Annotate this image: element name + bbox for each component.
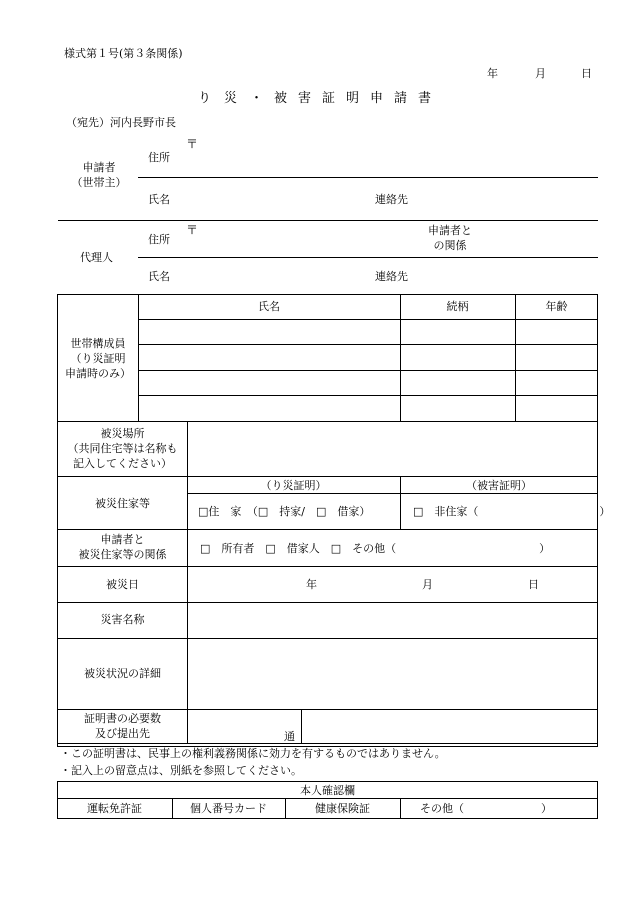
cert-count-line2: 及び提出先 bbox=[95, 726, 150, 740]
household-row-input[interactable] bbox=[140, 346, 596, 368]
divider bbox=[138, 319, 598, 320]
applicant-name-field[interactable] bbox=[180, 182, 370, 216]
divider bbox=[138, 257, 598, 258]
agent-contact-label: 連絡先 bbox=[375, 270, 408, 283]
divider bbox=[58, 220, 598, 221]
applicant-label-line2: （世帯主） bbox=[71, 176, 127, 189]
house-header-higai: （被害証明） bbox=[466, 479, 532, 492]
cert-count-line1: 証明書の必要数 bbox=[84, 712, 161, 725]
addressee: （宛先）河内長野市長 bbox=[66, 116, 176, 129]
divider bbox=[57, 421, 598, 422]
agent-relation-field[interactable] bbox=[495, 224, 595, 254]
damage-detail-field[interactable] bbox=[190, 641, 595, 707]
household-label-line2: （り災証明 bbox=[70, 351, 126, 365]
applicant-postal-mark: 〒 bbox=[186, 137, 199, 151]
identity-drivers-license[interactable]: 運転免許証 bbox=[87, 802, 142, 815]
house-label: 被災住家等 bbox=[95, 497, 150, 510]
divider bbox=[57, 638, 598, 639]
title-char: 災 bbox=[224, 91, 238, 106]
identity-health-insurance[interactable]: 健康保険証 bbox=[315, 802, 370, 815]
divider bbox=[57, 798, 598, 799]
agent-relation-line1: 申請者と bbox=[428, 224, 472, 237]
applicant-contact-label: 連絡先 bbox=[375, 193, 408, 206]
house-residence-options[interactable]: □住 家 （□ 持家/ □ 借家） bbox=[198, 505, 371, 518]
applicant-label bbox=[66, 162, 132, 188]
divider bbox=[138, 344, 598, 345]
disaster-name-label: 災害名称 bbox=[100, 613, 145, 626]
agent-relation-line2: の関係 bbox=[433, 239, 467, 252]
disaster-place-line1: 被災場所 bbox=[100, 427, 145, 440]
divider bbox=[57, 709, 598, 710]
agent-name-field[interactable] bbox=[180, 260, 370, 290]
divider bbox=[57, 529, 598, 530]
house-nonresidence-options[interactable]: □ 非住家（ ） bbox=[413, 505, 611, 518]
divider bbox=[57, 566, 598, 567]
date-year-label: 年 bbox=[487, 67, 498, 80]
divider bbox=[138, 395, 598, 396]
applicant-contact-field[interactable] bbox=[420, 182, 595, 216]
agent-label: 代理人 bbox=[80, 251, 113, 264]
household-row-input[interactable] bbox=[140, 397, 596, 419]
relation-label bbox=[58, 533, 187, 563]
household-label-line1: 世帯構成員 bbox=[70, 337, 126, 350]
title-char: 申 bbox=[370, 91, 384, 106]
divider bbox=[301, 709, 302, 743]
cert-count-unit: 通 bbox=[284, 730, 295, 743]
agent-name-label: 氏名 bbox=[148, 270, 170, 283]
divider bbox=[57, 743, 598, 744]
disaster-place-line2: （共同住宅等は名称も bbox=[67, 441, 178, 455]
disaster-date-field[interactable] bbox=[190, 569, 595, 599]
date-day-label: 日 bbox=[581, 67, 592, 80]
household-col-name: 氏名 bbox=[258, 300, 280, 313]
household-col-relation: 続柄 bbox=[446, 300, 469, 313]
divider bbox=[57, 602, 598, 603]
identity-other[interactable]: その他（ ） bbox=[420, 802, 552, 815]
agent-address-field[interactable] bbox=[200, 224, 400, 254]
agent-contact-field[interactable] bbox=[420, 260, 595, 290]
disaster-date-day: 日 bbox=[528, 578, 539, 591]
divider bbox=[138, 370, 598, 371]
household-label-line3: 申請時のみ） bbox=[65, 366, 131, 380]
relation-options[interactable]: □ 所有者 □ 借家人 □ その他（ ） bbox=[200, 542, 551, 555]
title-char: 被 bbox=[274, 91, 288, 106]
date-month-label: 月 bbox=[535, 67, 546, 80]
relation-label-line2: 被災住家等の関係 bbox=[78, 547, 167, 561]
divider bbox=[400, 798, 401, 819]
title-char: 書 bbox=[418, 91, 432, 106]
form-label: 様式第１号(第３条関係) bbox=[64, 47, 183, 60]
cert-count-field[interactable] bbox=[190, 711, 282, 741]
cert-destination-field[interactable] bbox=[304, 711, 595, 741]
relation-label-line1: 申請者と bbox=[100, 533, 145, 546]
divider bbox=[57, 476, 598, 477]
house-header-risai: （り災証明） bbox=[260, 479, 327, 492]
identity-mynumber-card[interactable]: 個人番号カード bbox=[190, 802, 267, 815]
agent-address-label: 住所 bbox=[148, 233, 170, 246]
title-char: 請 bbox=[394, 91, 408, 106]
household-col-age: 年齢 bbox=[545, 300, 568, 313]
title-char: 明 bbox=[346, 91, 360, 106]
disaster-name-field[interactable] bbox=[190, 605, 595, 635]
cert-count-label bbox=[58, 712, 187, 742]
disaster-place-label bbox=[58, 427, 187, 472]
disaster-place-field[interactable] bbox=[190, 424, 595, 474]
title-char: 証 bbox=[322, 91, 336, 106]
damage-detail-label: 被災状況の詳細 bbox=[84, 667, 161, 680]
applicant-address-field[interactable] bbox=[200, 140, 595, 174]
disaster-date-month: 月 bbox=[422, 578, 433, 591]
agent-relation-label bbox=[410, 225, 490, 251]
agent-postal-mark: 〒 bbox=[186, 223, 199, 237]
title-char: 害 bbox=[298, 91, 312, 106]
household-row-input[interactable] bbox=[140, 372, 596, 394]
disaster-date-year: 年 bbox=[306, 578, 317, 591]
applicant-label-line1: 申請者 bbox=[82, 161, 116, 174]
note-disclaimer: ・この証明書は、民事上の権利義務関係に効力を有するものではありません。 bbox=[60, 747, 446, 760]
page-title bbox=[198, 92, 442, 105]
household-row-input[interactable] bbox=[140, 321, 596, 343]
note-reference: ・記入上の留意点は、別紙を参照してください。 bbox=[60, 764, 302, 777]
identity-header: 本人確認欄 bbox=[300, 784, 355, 797]
title-char: り bbox=[198, 91, 212, 106]
title-char: ・ bbox=[250, 91, 264, 106]
household-label bbox=[58, 337, 138, 382]
divider bbox=[187, 493, 598, 494]
applicant-address-label: 住所 bbox=[148, 151, 170, 164]
divider bbox=[187, 421, 188, 743]
disaster-place-line3: 記入してください） bbox=[73, 456, 172, 470]
divider bbox=[138, 294, 139, 421]
disaster-date-label: 被災日 bbox=[106, 578, 139, 591]
divider bbox=[138, 177, 598, 178]
applicant-name-label: 氏名 bbox=[148, 193, 170, 206]
